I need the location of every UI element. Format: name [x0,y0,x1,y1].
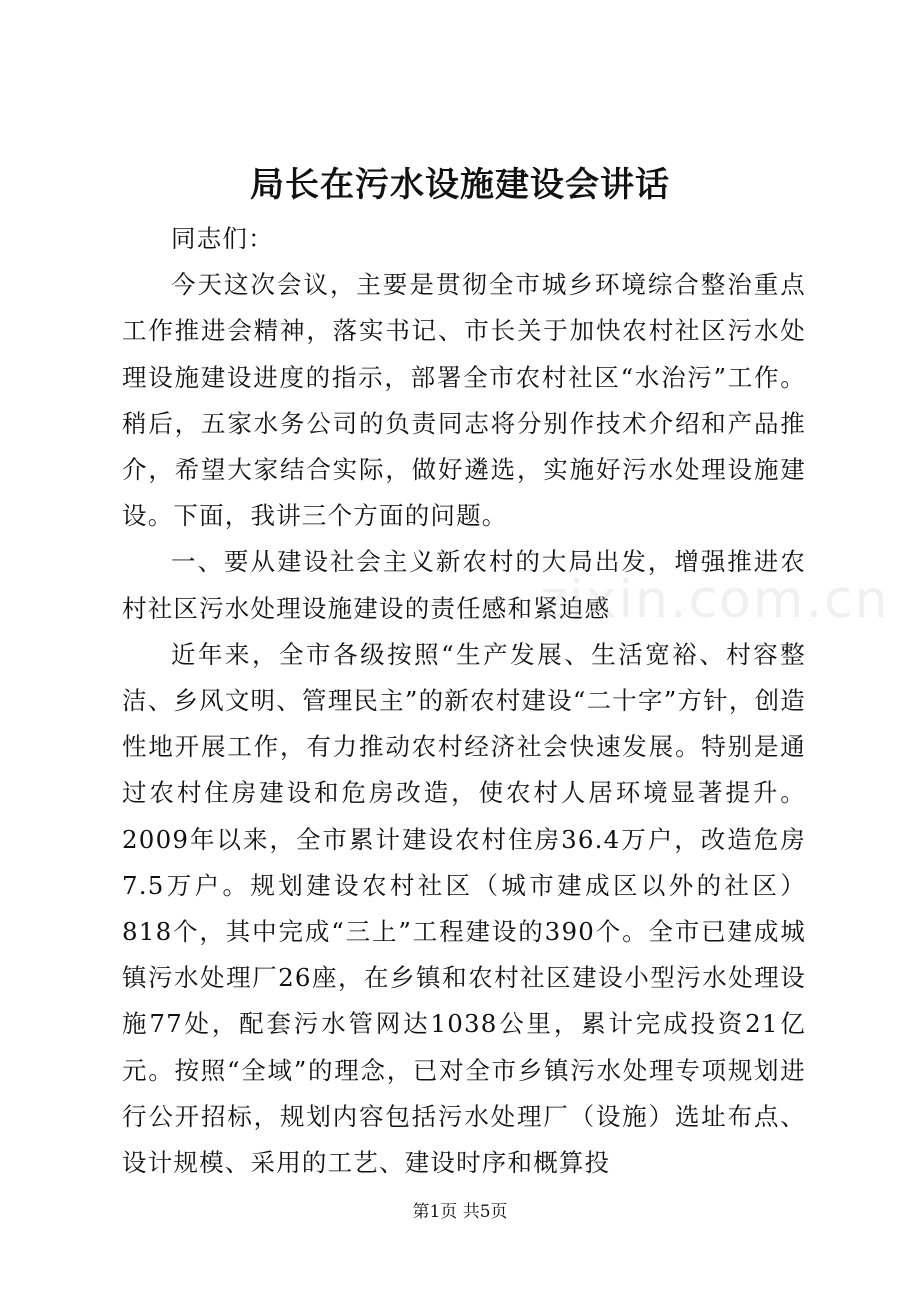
paragraph-intro: 今天这次会议，主要是贯彻全市城乡环境综合整治重点工作推进会精神，落实书记、市长关于加快农村社区污水处理设施建设进度的指示，部署全市农村社区“水治污”工作。稍后，五家水务公司的负责同志将分别作技术介绍和产品推介，希望大家结合实际，做好遴选，实施好污水处理设施建设。下面，我讲三个方面的问题。 [122,270,806,531]
paragraph-body: 近年来，全市各级按照“生产发展、生活宽裕、村容整洁、乡风文明、管理民主”的新农村建设“二十字”方针，创造性地开展工作，有力推动农村经济社会快速发展。特别是通过农村住房建设和危房改造，使农村人居环境显著提升。2009年以来，全市累计建设农村住房36.4万户，改造危房7.5万户。规划建设农村社区（城市建成区以外的社区）818个，其中完成“三上”工程建设的390个。全市已建成城镇污水处理厂26座，在乡镇和农村社区建设小型污水处理设施77处，配套污水管网达1038公里，累计完成投资21亿元。按照“全域”的理念，已对全市乡镇污水处理专项规划进行公开招标，规划内容包括污水处理厂（设施）选址布点、设计规模、采用的工艺、建设时序和概算投 [122,639,806,1178]
page-footer: 第1页 共5页 [412,1202,508,1222]
paragraph-salutation: 同志们： [171,224,274,253]
document-body [122,216,890,1186]
document-title: 局长在污水设施建设会讲话 [250,165,670,205]
paragraph-section-heading: 一、要从建设社会主义新农村的大局出发，增强推进农村社区污水处理设施建设的责任感和紧迫感 [122,547,806,623]
watermark: zixin.com.cn [540,570,890,630]
